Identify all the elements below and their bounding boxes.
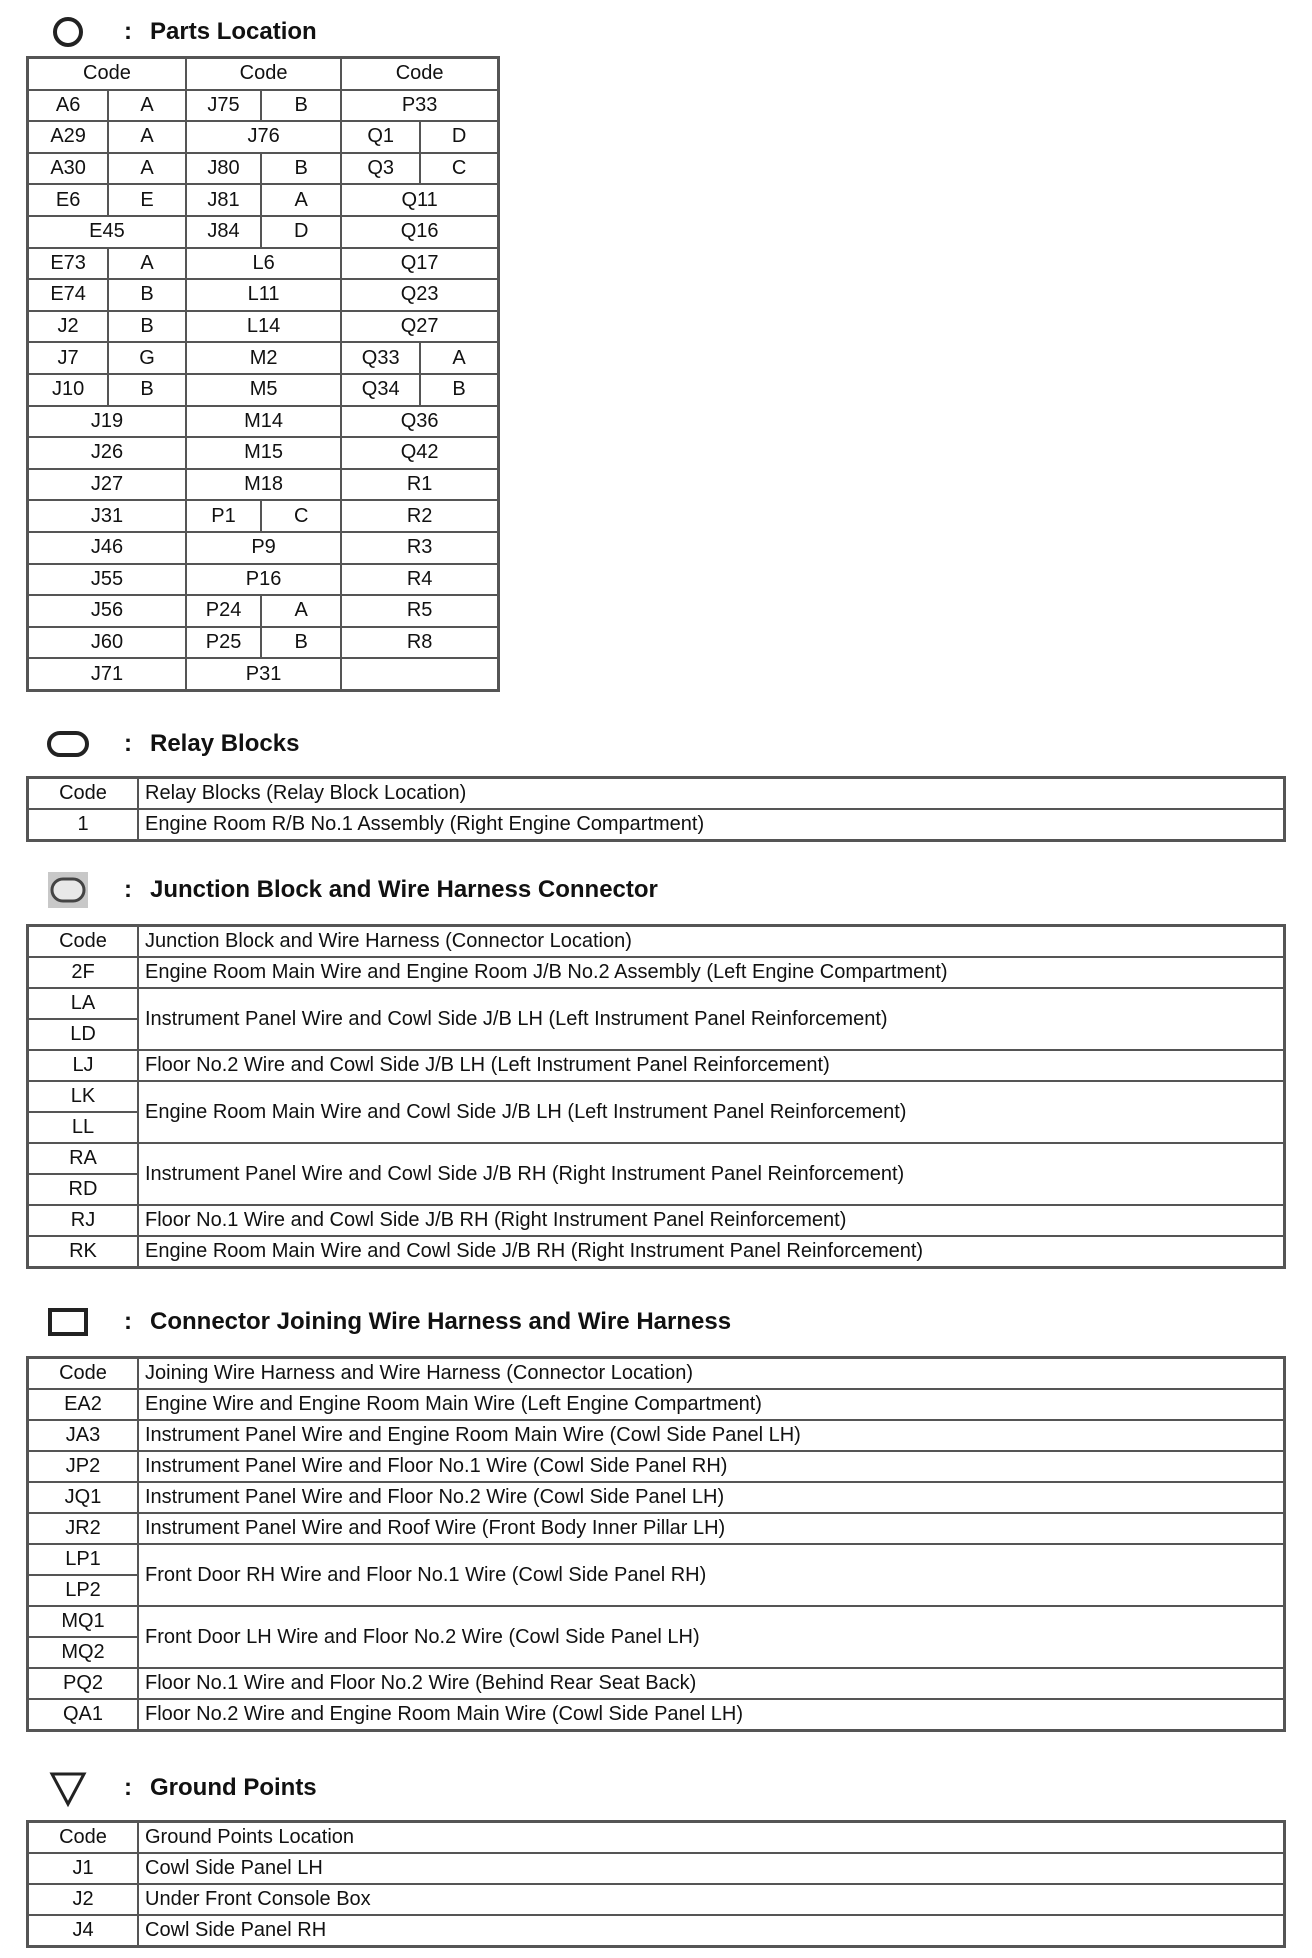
location-cell: Floor No.1 Wire and Floor No.2 Wire (Behind Rear Seat Back) [138,1668,1285,1699]
part-code: P16 [186,564,341,596]
part-code: J84 [186,216,261,248]
part-code: P9 [186,532,341,564]
table-row [28,1050,1285,1081]
table-row [28,279,499,311]
location-cell: Instrument Panel Wire and Cowl Side J/B RH (Right Instrument Panel Reinforcement) [138,1143,1285,1205]
part-code: J76 [186,121,341,153]
part-code: Q1 [341,121,420,153]
table-header-row [28,1358,1285,1390]
code-cell: 1 [28,809,139,841]
code-cell: JA3 [28,1420,139,1451]
table-header-row [28,58,499,90]
column-header: Code [341,58,498,90]
part-code: J71 [28,658,186,690]
part-code: J46 [28,532,186,564]
table-row [28,406,499,438]
connector-joining-heading [46,1302,731,1342]
part-code: J80 [186,153,261,185]
table-row [28,374,499,406]
table-row [28,342,499,374]
part-code: M14 [186,406,341,438]
column-header-location: Junction Block and Wire Harness (Connector Location) [138,926,1285,958]
column-header-location: Joining Wire Harness and Wire Harness (Connector Location) [138,1358,1285,1390]
code-cell: MQ2 [28,1637,139,1668]
column-header-code: Code [28,778,139,810]
part-location-letter: B [420,374,498,406]
part-code: M5 [186,374,341,406]
column-header-location: Ground Points Location [138,1822,1285,1854]
part-code: J55 [28,564,186,596]
table-row [28,988,1285,1019]
part-code: Q42 [341,437,498,469]
colon: : [124,730,132,757]
part-code: J19 [28,406,186,438]
part-location-letter: A [108,248,186,280]
junction-block-table [26,924,1286,1269]
table-row [28,1606,1285,1637]
table-row [28,153,499,185]
part-code: J27 [28,469,186,501]
table-row [28,121,499,153]
table-row [28,1143,1285,1174]
code-cell: LJ [28,1050,139,1081]
colon: : [124,18,132,45]
part-code: A30 [28,153,109,185]
location-cell: Engine Room Main Wire and Engine Room J/B No.2 Assembly (Left Engine Compartment) [138,957,1285,988]
table-row [28,1884,1285,1915]
part-location-letter: B [108,311,186,343]
ground-points-table [26,1820,1286,1948]
part-code: E74 [28,279,109,311]
table-row [28,1205,1285,1236]
part-code: R3 [341,532,498,564]
section-title: Junction Block and Wire Harness Connector [150,876,658,903]
table-row [28,1420,1285,1451]
column-header: Code [28,58,186,90]
table-row [28,1451,1285,1482]
part-code: Q34 [341,374,420,406]
part-code: P25 [186,627,261,659]
code-cell: PQ2 [28,1668,139,1699]
code-cell: QA1 [28,1699,139,1731]
part-code: R1 [341,469,498,501]
location-cell: Instrument Panel Wire and Engine Room Main Wire (Cowl Side Panel LH) [138,1420,1285,1451]
table-header-row [28,1822,1285,1854]
part-location-letter: D [261,216,341,248]
part-code: J10 [28,374,109,406]
table-row [28,311,499,343]
square-icon [46,1302,90,1342]
location-cell: Front Door RH Wire and Floor No.1 Wire (Cowl Side Panel RH) [138,1544,1285,1606]
table-row [28,216,499,248]
table-row [28,437,499,469]
table-row [28,658,499,690]
part-code: E6 [28,184,109,216]
part-location-letter: B [261,90,341,122]
part-code: P24 [186,595,261,627]
part-code: A29 [28,121,109,153]
part-location-letter: B [108,374,186,406]
parts-location-table [26,56,500,692]
table-row [28,595,499,627]
column-header-code: Code [28,1822,139,1854]
junction-block-heading [46,870,658,910]
table-row [28,1544,1285,1575]
part-location-letter: A [108,153,186,185]
part-code: R4 [341,564,498,596]
code-cell: LD [28,1019,139,1050]
location-cell: Instrument Panel Wire and Cowl Side J/B LH (Left Instrument Panel Reinforcement) [138,988,1285,1050]
location-cell: Instrument Panel Wire and Floor No.2 Wire (Cowl Side Panel LH) [138,1482,1285,1513]
code-cell: J4 [28,1915,139,1947]
part-code: P31 [186,658,341,690]
part-code: J75 [186,90,261,122]
part-location-letter: E [108,184,186,216]
column-header-code: Code [28,1358,139,1390]
part-code: J7 [28,342,109,374]
location-cell: Under Front Console Box [138,1884,1285,1915]
section-title: Parts Location [150,18,317,45]
part-location-letter: C [261,500,341,532]
part-code: Q16 [341,216,498,248]
part-location-letter: G [108,342,186,374]
part-code: Q23 [341,279,498,311]
part-code: J31 [28,500,186,532]
section-title: Relay Blocks [150,730,300,757]
part-code: P33 [341,90,498,122]
code-cell: J1 [28,1853,139,1884]
location-cell: Floor No.2 Wire and Cowl Side J/B LH (Left Instrument Panel Reinforcement) [138,1050,1285,1081]
code-cell: RJ [28,1205,139,1236]
triangle-down-icon [46,1768,90,1808]
relay-blocks-table [26,776,1286,842]
part-code: Q36 [341,406,498,438]
part-code: R5 [341,595,498,627]
part-code: A6 [28,90,109,122]
part-location-letter: B [261,627,341,659]
part-code: Q27 [341,311,498,343]
table-row [28,1236,1285,1268]
code-cell: LP2 [28,1575,139,1606]
location-cell: Instrument Panel Wire and Roof Wire (Front Body Inner Pillar LH) [138,1513,1285,1544]
table-header-row [28,926,1285,958]
code-cell: J2 [28,1884,139,1915]
code-cell: LA [28,988,139,1019]
table-row [28,184,499,216]
table-row [28,564,499,596]
section-title: Ground Points [150,1774,317,1801]
table-header-row [28,778,1285,810]
part-code: E73 [28,248,109,280]
part-code: Q33 [341,342,420,374]
part-code: L11 [186,279,341,311]
code-cell: 2F [28,957,139,988]
location-cell: Engine Wire and Engine Room Main Wire (Left Engine Compartment) [138,1389,1285,1420]
connector-joining-table [26,1356,1286,1732]
part-code: L6 [186,248,341,280]
code-cell: LP1 [28,1544,139,1575]
part-code [341,658,498,690]
relay-blocks-heading [46,724,299,764]
table-row [28,627,499,659]
code-cell: JQ1 [28,1482,139,1513]
location-cell: Floor No.2 Wire and Engine Room Main Wire (Cowl Side Panel LH) [138,1699,1285,1731]
column-header-code: Code [28,926,139,958]
column-header: Code [186,58,341,90]
part-code: Q11 [341,184,498,216]
code-cell: JP2 [28,1451,139,1482]
code-cell: MQ1 [28,1606,139,1637]
part-code: M2 [186,342,341,374]
part-code: J81 [186,184,261,216]
table-row [28,1699,1285,1731]
table-row [28,809,1285,841]
part-location-letter: B [261,153,341,185]
location-cell: Engine Room R/B No.1 Assembly (Right Engine Compartment) [138,809,1285,841]
table-row [28,500,499,532]
table-row [28,1915,1285,1947]
code-cell: EA2 [28,1389,139,1420]
table-row [28,90,499,122]
table-row [28,532,499,564]
parts-location-heading [46,12,317,52]
shaded-oval-icon [46,870,90,910]
table-row [28,1482,1285,1513]
part-code: R2 [341,500,498,532]
part-code: J56 [28,595,186,627]
part-location-letter: A [261,184,341,216]
table-row [28,1389,1285,1420]
part-code: J60 [28,627,186,659]
table-row [28,1081,1285,1112]
table-row [28,1668,1285,1699]
location-cell: Floor No.1 Wire and Cowl Side J/B RH (Right Instrument Panel Reinforcement) [138,1205,1285,1236]
part-code: P1 [186,500,261,532]
column-header-location: Relay Blocks (Relay Block Location) [138,778,1285,810]
part-code: J26 [28,437,186,469]
location-cell: Cowl Side Panel LH [138,1853,1285,1884]
colon: : [124,1774,132,1801]
part-code: M18 [186,469,341,501]
part-location-letter: A [261,595,341,627]
ground-points-heading [46,1768,317,1808]
location-cell: Engine Room Main Wire and Cowl Side J/B LH (Left Instrument Panel Reinforcement) [138,1081,1285,1143]
code-cell: RK [28,1236,139,1268]
code-cell: LL [28,1112,139,1143]
table-row [28,248,499,280]
part-code: R8 [341,627,498,659]
part-location-letter: A [108,121,186,153]
circle-icon [46,12,90,52]
table-row [28,957,1285,988]
location-cell: Instrument Panel Wire and Floor No.1 Wire (Cowl Side Panel RH) [138,1451,1285,1482]
part-location-letter: B [108,279,186,311]
code-cell: LK [28,1081,139,1112]
part-location-letter: A [420,342,498,374]
section-title: Connector Joining Wire Harness and Wire Harness [150,1308,732,1335]
part-code: L14 [186,311,341,343]
colon: : [124,1308,132,1335]
table-row [28,469,499,501]
location-cell: Cowl Side Panel RH [138,1915,1285,1947]
part-location-letter: A [108,90,186,122]
code-cell: JR2 [28,1513,139,1544]
part-code: J2 [28,311,109,343]
table-row [28,1513,1285,1544]
code-cell: RA [28,1143,139,1174]
part-location-letter: C [420,153,498,185]
part-code: E45 [28,216,186,248]
location-cell: Engine Room Main Wire and Cowl Side J/B RH (Right Instrument Panel Reinforcement) [138,1236,1285,1268]
code-cell: RD [28,1174,139,1205]
colon: : [124,876,132,903]
part-code: M15 [186,437,341,469]
part-location-letter: D [420,121,498,153]
part-code: Q17 [341,248,498,280]
rounded-oval-icon [46,724,90,764]
table-row [28,1853,1285,1884]
part-code: Q3 [341,153,420,185]
location-cell: Front Door LH Wire and Floor No.2 Wire (Cowl Side Panel LH) [138,1606,1285,1668]
